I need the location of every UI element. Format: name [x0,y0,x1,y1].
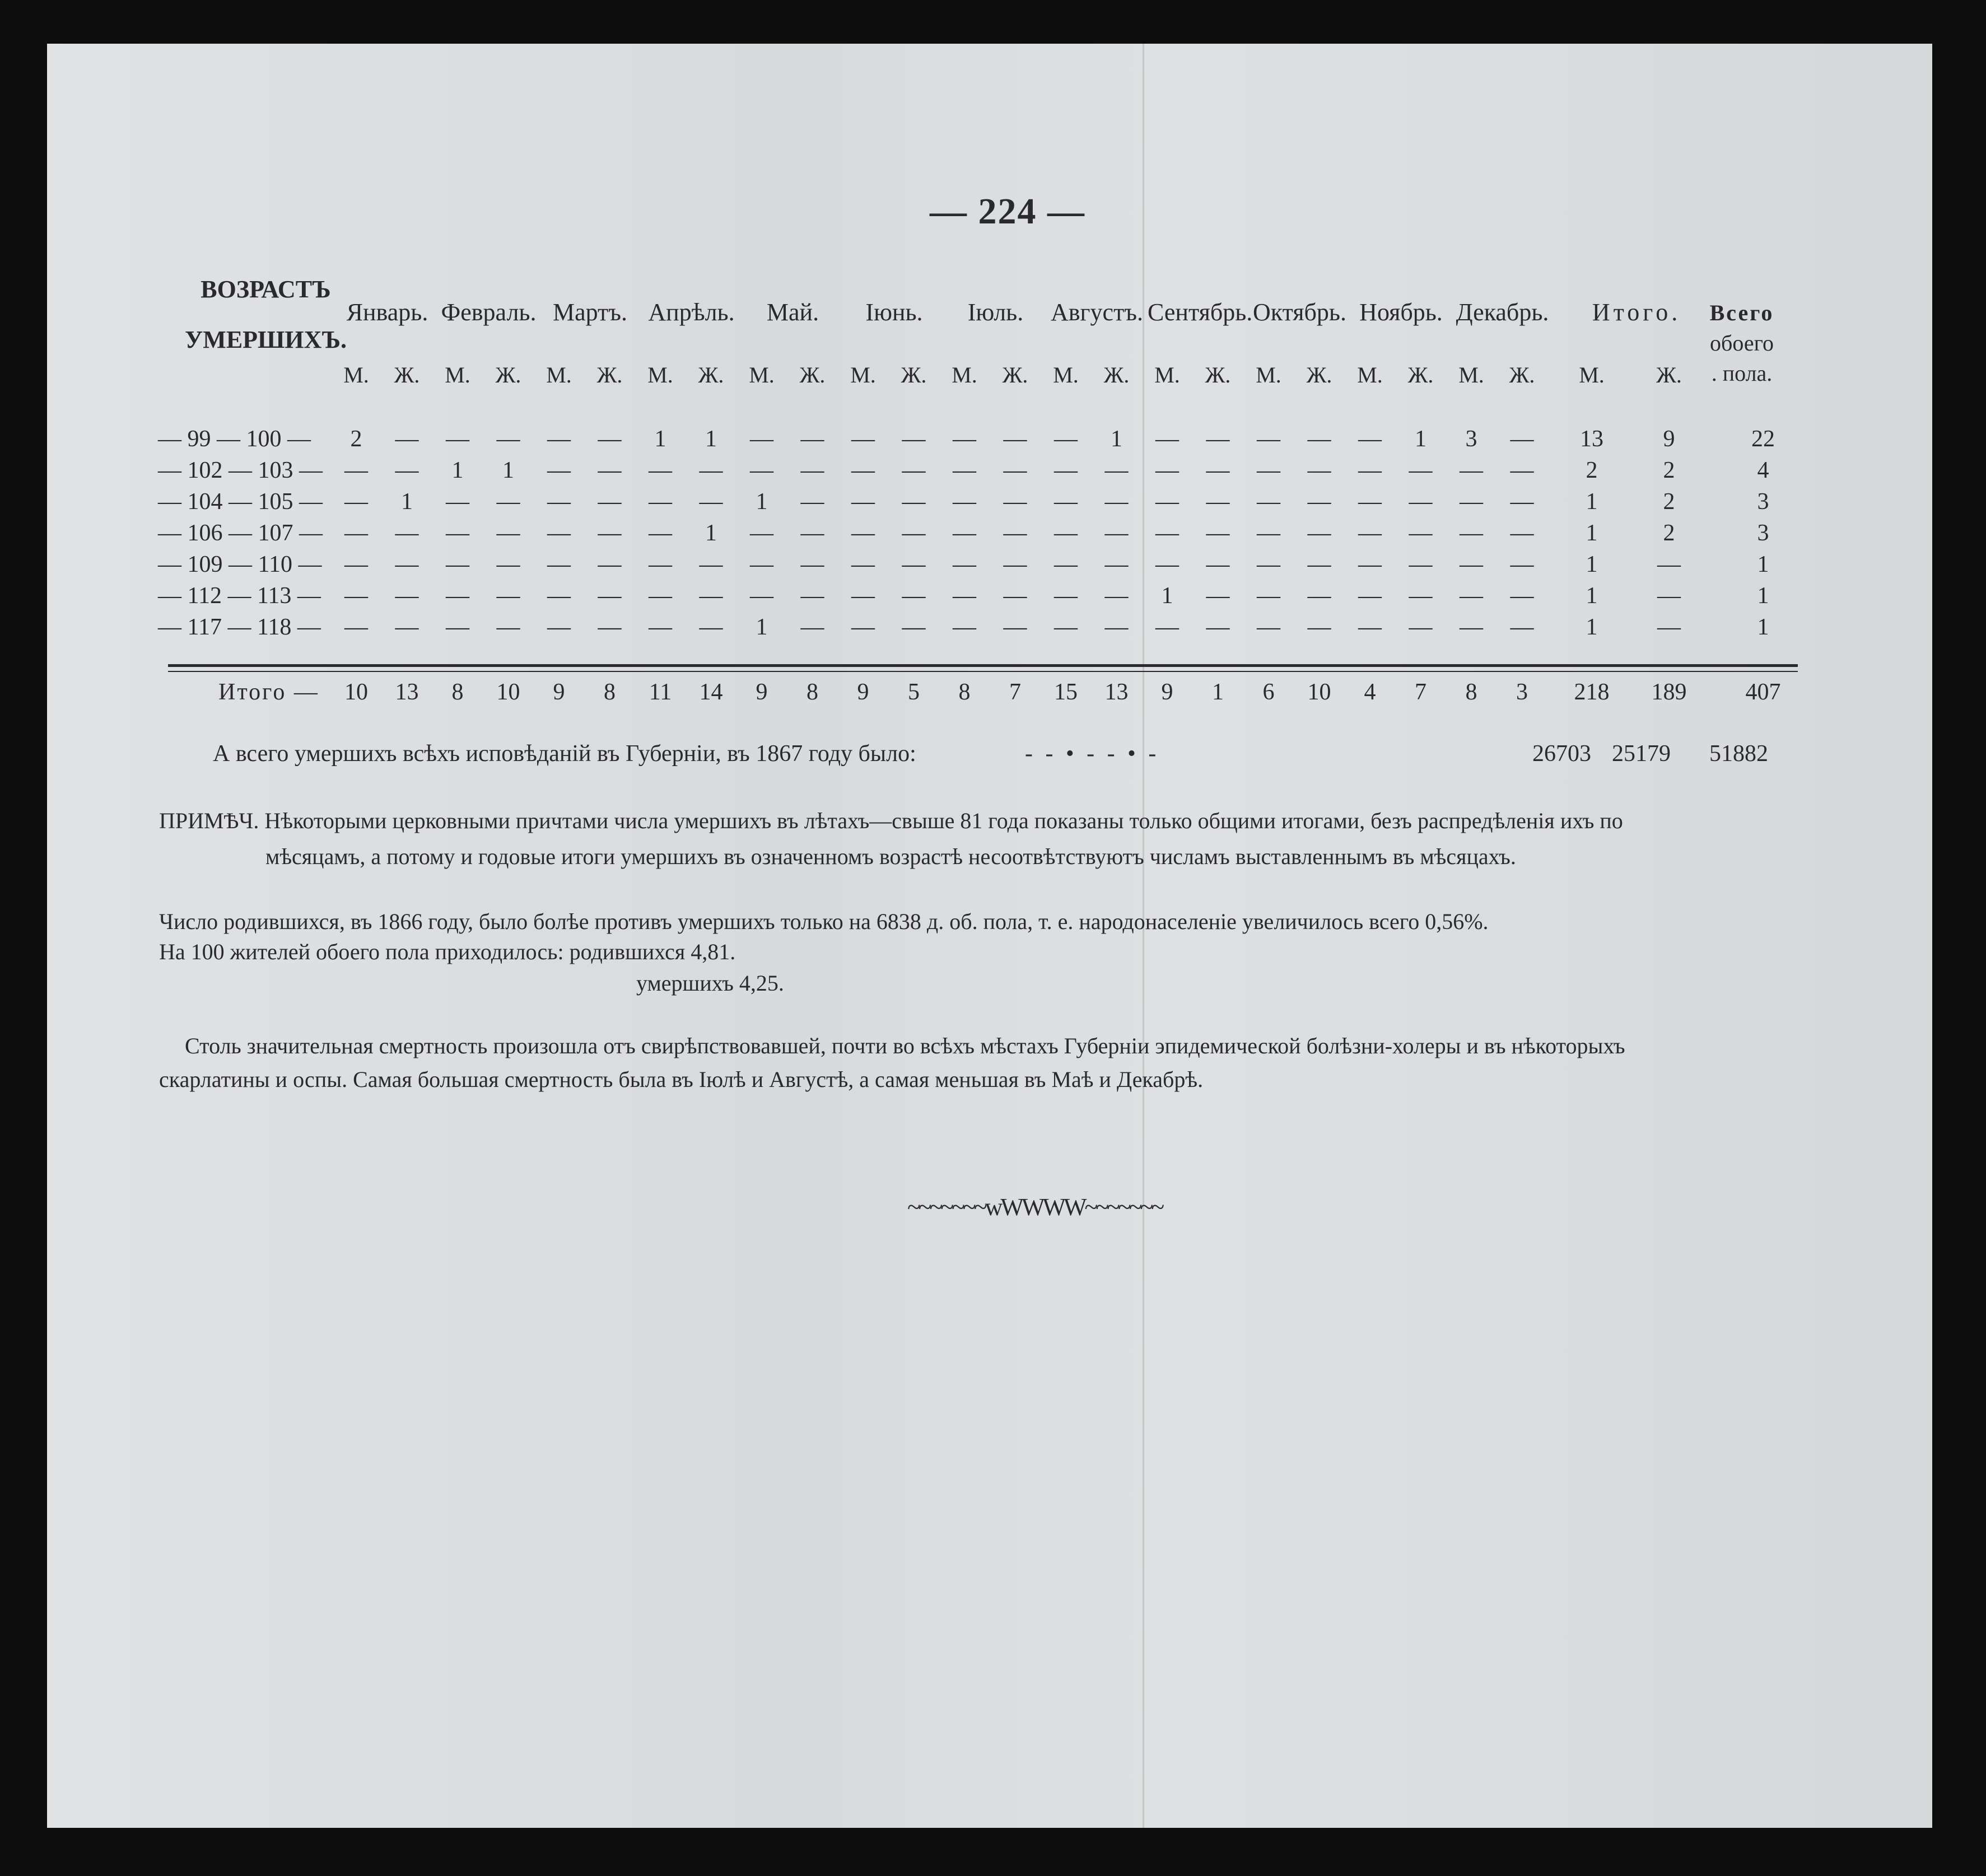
age-header-line2: УМЕРШИХЪ. [185,326,347,353]
age-range-label: — 106 — 107 — [158,520,323,546]
month-header: Апрѣль. [648,298,735,326]
table-cell: — [1257,520,1280,546]
table-cell: — [1358,552,1382,577]
month-header: Февраль. [441,298,537,326]
table-cell: — [750,426,773,452]
table-cell: — [699,458,723,483]
age-column-header [185,259,347,371]
month-header: Мартъ. [552,298,628,326]
table-cell: — [902,583,926,609]
age-range-label: — 109 — 110 — [158,552,322,577]
table-cell: — [851,426,875,452]
month-header: Іюнь. [865,298,923,326]
table-cell: — [598,583,622,609]
table-cell: 1 [1757,583,1769,609]
table-cell: 1 [1757,552,1769,577]
table-cell: — [1206,614,1230,640]
total-cell: 8 [1465,679,1477,705]
table-cell: — [750,520,773,546]
table-cell: — [344,520,368,546]
table-cell: — [1054,426,1078,452]
table-cell: — [1409,614,1433,640]
sex-female-header: Ж. [799,362,826,388]
sex-male-header: М. [647,362,673,388]
table-cell: — [1104,614,1129,640]
table-rule [168,664,1798,667]
table-cell: — [1358,489,1382,515]
table-cell: 13 [1580,426,1603,452]
total-cell: 218 [1574,679,1610,705]
total-cell: 10 [344,679,368,705]
table-cell: — [1003,552,1027,577]
table-cell: — [598,520,622,546]
table-cell: — [1054,489,1078,515]
table-cell: 22 [1751,426,1775,452]
table-cell: — [1358,583,1382,609]
table-cell: — [1206,489,1230,515]
sex-female-header: Ж. [394,362,420,388]
table-cell: — [547,426,571,452]
table-cell: — [496,520,520,546]
table-cell: — [1155,458,1179,483]
table-cell: — [496,583,520,609]
table-cell: — [1257,426,1280,452]
total-cell: 9 [1161,679,1173,705]
table-cell: 1 [1586,583,1598,609]
table-cell: — [851,614,875,640]
table-cell: — [395,426,419,452]
summary-text: А всего умершихъ всѣхъ исповѣданій въ Губерніи, въ 1867 году было: [213,741,916,767]
table-cell: — [598,614,622,640]
table-cell: 1 [502,458,514,483]
table-cell: 3 [1757,489,1769,515]
table-cell: — [1358,614,1382,640]
table-cell: — [1510,614,1534,640]
month-header: Декабрь. [1456,298,1549,326]
total-cell: 9 [857,679,869,705]
table-cell: 1 [451,458,464,483]
table-cell: — [1657,583,1681,609]
table-cell: — [1003,489,1027,515]
table-cell: — [649,614,672,640]
table-cell: — [902,614,926,640]
table-cell: 1 [654,426,666,452]
table-cell: — [496,614,520,640]
table-cell: — [1257,583,1280,609]
table-cell: 1 [705,520,717,546]
table-cell: 2 [1663,458,1675,483]
summary-female: 25179 [1612,741,1671,767]
births-line1: Число родившихся, въ 1866 году, было болѣе противъ умершихъ только на 6838 д. об. пола, т. е. народонаселеніе увеличилось всего 0,56%. [159,909,1489,934]
table-cell: 2 [1663,520,1675,546]
table-cell: — [851,489,875,515]
sex-female-header: Ж. [495,362,521,388]
table-cell: — [395,614,419,640]
age-header-line1: ВОЗРАСТЪ [201,276,331,303]
table-cell: — [953,552,976,577]
table-cell: — [395,458,419,483]
table-cell: — [953,614,976,640]
total-cell: 15 [1054,679,1078,705]
table-cell: — [1409,520,1433,546]
table-cell: — [1155,489,1179,515]
table-cell: — [1054,552,1078,577]
table-cell: — [1307,426,1331,452]
table-cell: 1 [1586,614,1598,640]
sex-male-header: М. [1458,362,1484,388]
totals-label: Итого — [218,679,319,705]
table-cell: — [1003,458,1027,483]
table-cell: 1 [1161,583,1173,609]
total-cell: 9 [553,679,565,705]
table-cell: — [344,552,368,577]
table-cell: — [953,426,976,452]
sex-male-header: М. [1579,362,1605,388]
births-line3: умершихъ 4,25. [636,970,784,996]
sex-female-header: Ж. [901,362,927,388]
table-cell: — [496,426,520,452]
page-number: — 224 — [930,191,1085,232]
table-cell: 1 [1586,552,1598,577]
table-cell: — [1307,458,1331,483]
table-cell: — [344,583,368,609]
table-cell: — [1460,489,1483,515]
table-cell: — [598,489,622,515]
age-range-label: — 112 — 113 — [158,583,321,609]
table-cell: 1 [756,489,768,515]
sex-male-header: М. [1053,362,1079,388]
table-cell: — [800,520,824,546]
table-cell: 2 [1663,489,1675,515]
mortality-line2: скарлатины и оспы. Самая большая смертность была въ Іюлѣ и Августѣ, а самая меньшая въ Маѣ и Декабрѣ. [159,1067,1204,1092]
sex-female-header: Ж. [1656,362,1682,388]
sex-male-header: М. [952,362,977,388]
sex-female-header: Ж. [1103,362,1130,388]
table-cell: — [902,520,926,546]
table-cell: 1 [401,489,413,515]
table-cell: — [800,552,824,577]
grand-label-line3: . пола. [1711,361,1773,386]
table-cell: — [1257,552,1280,577]
grand-label-line2: обоего [1709,330,1774,356]
table-cell: — [1206,552,1230,577]
total-cell: 8 [604,679,616,705]
table-cell: 1 [756,614,768,640]
table-cell: — [750,583,773,609]
table-cell: — [446,552,469,577]
table-cell: — [547,489,571,515]
table-cell: — [1155,614,1179,640]
total-header: Итого. [1592,298,1681,326]
table-cell: — [1257,458,1280,483]
table-cell: — [699,614,723,640]
sex-female-header: Ж. [596,362,623,388]
month-header: Сентябрь. [1148,298,1253,326]
table-cell: 9 [1663,426,1675,452]
table-cell: — [902,489,926,515]
total-cell: 11 [649,679,672,705]
note-line1: ПРИМѢЧ. Нѣкоторыми церковными причтами числа умершихъ въ лѣтахъ—свыше 81 года показаны только общими итогами, безъ распредѣленія ихъ по [159,808,1623,833]
table-cell: — [1460,458,1483,483]
table-cell: — [649,552,672,577]
table-cell: — [1206,426,1230,452]
table-cell: — [1510,552,1534,577]
table-cell: — [800,458,824,483]
total-cell: 3 [1516,679,1528,705]
table-cell: — [1510,489,1534,515]
table-cell: — [1358,426,1382,452]
table-cell: 2 [350,426,362,452]
table-cell: — [800,583,824,609]
month-header: Ноябрь. [1359,298,1443,326]
table-cell: — [750,552,773,577]
table-cell: — [902,552,926,577]
mortality-line1: Столь значительная смертность произошла отъ свирѣпствовавшей, почти во всѣхъ мѣстахъ Губерніи эпидемической болѣзни-холеры и въ нѣкоторыхъ [185,1033,1625,1058]
total-cell: 7 [1415,679,1426,705]
table-cell: — [953,520,976,546]
table-cell: — [446,426,469,452]
total-cell: 4 [1364,679,1376,705]
total-cell: 9 [756,679,768,705]
table-cell: — [902,458,926,483]
total-cell: 10 [1307,679,1331,705]
table-cell: — [1104,520,1129,546]
total-cell: 8 [806,679,818,705]
table-cell: — [1054,520,1078,546]
table-cell: — [547,520,571,546]
table-cell: — [1460,614,1483,640]
month-header: Октябрь. [1253,298,1346,326]
ornament-divider: ~~~~~~~wWWWW~~~~~~~ [907,1193,1163,1221]
sex-female-header: Ж. [1306,362,1332,388]
table-cell: — [851,552,875,577]
total-cell: 8 [958,679,971,705]
total-cell: 1 [1212,679,1224,705]
table-cell: — [547,614,571,640]
table-cell: — [547,458,571,483]
grand-total-header [1686,298,1798,389]
table-cell: — [953,458,976,483]
table-cell: — [1206,583,1230,609]
table-cell: — [1657,552,1681,577]
table-cell: — [1054,583,1078,609]
table-cell: — [1409,552,1433,577]
table-cell: 1 [705,426,717,452]
table-rule-thin [168,671,1798,672]
table-cell: — [547,583,571,609]
table-cell: 1 [1415,426,1426,452]
table-cell: — [1155,520,1179,546]
table-cell: — [1257,489,1280,515]
table-cell: — [344,489,368,515]
table-cell: — [1510,583,1534,609]
month-header: Іюль. [967,298,1024,326]
table-cell: — [1155,426,1179,452]
table-cell: — [1358,458,1382,483]
total-cell: 7 [1009,679,1021,705]
table-cell: — [1104,552,1129,577]
total-cell: 189 [1651,679,1687,705]
table-cell: — [1054,614,1078,640]
total-cell: 13 [1104,679,1129,705]
table-cell: 2 [1586,458,1598,483]
note-line2: мѣсяцамъ, а потому и годовые итоги умершихъ въ означенномъ возрастѣ несоотвѣтствуютъ числамъ выставленнымъ въ мѣсяцахъ. [265,844,1516,869]
month-header: Августъ. [1050,298,1144,326]
table-cell: — [446,520,469,546]
age-range-label: — 102 — 103 — [158,458,323,483]
age-range-label: — 104 — 105 — [158,489,323,515]
table-cell: 1 [1586,520,1598,546]
table-cell: — [1460,552,1483,577]
table-cell: — [1460,583,1483,609]
table-cell: — [1307,520,1331,546]
table-cell: — [1358,520,1382,546]
table-cell: — [395,583,419,609]
month-header: Январь. [346,298,428,326]
sex-male-header: М. [445,362,470,388]
total-cell: 14 [699,679,723,705]
table-cell: 1 [1586,489,1598,515]
table-cell: — [1104,583,1129,609]
table-cell: — [395,520,419,546]
table-cell: — [344,614,368,640]
table-cell: — [1307,552,1331,577]
table-cell: — [649,489,672,515]
table-cell: 3 [1757,520,1769,546]
grand-label-line1: Всего [1709,300,1774,325]
month-header: Май. [766,298,819,326]
table-cell: — [1510,520,1534,546]
table-cell: — [598,458,622,483]
sex-male-header: М. [1154,362,1180,388]
table-cell: — [699,583,723,609]
table-cell: — [395,552,419,577]
table-cell: — [598,552,622,577]
table-cell: — [953,489,976,515]
table-cell: — [598,426,622,452]
table-cell: — [1657,614,1681,640]
summary-male: 26703 [1532,741,1591,767]
sex-male-header: М. [749,362,775,388]
table-cell: — [344,458,368,483]
table-cell: — [649,583,672,609]
table-cell: — [1206,520,1230,546]
table-cell: — [1003,426,1027,452]
table-cell: — [800,489,824,515]
table-cell: — [1510,426,1534,452]
sex-female-header: Ж. [1407,362,1434,388]
table-cell: — [953,583,976,609]
sex-female-header: Ж. [1002,362,1028,388]
total-cell: 10 [496,679,520,705]
table-cell: — [1054,458,1078,483]
table-cell: 3 [1465,426,1477,452]
table-cell: 4 [1757,458,1769,483]
total-cell: 5 [908,679,920,705]
sex-male-header: М. [1357,362,1383,388]
table-cell: — [446,614,469,640]
total-cell: 8 [451,679,464,705]
table-cell: — [1104,489,1129,515]
table-cell: — [1409,489,1433,515]
table-cell: — [496,489,520,515]
sex-female-header: Ж. [698,362,724,388]
sex-male-header: М. [1256,362,1281,388]
sex-female-header: Ж. [1509,362,1535,388]
table-cell: — [1409,583,1433,609]
table-cell: — [496,552,520,577]
table-cell: — [851,520,875,546]
table-cell: — [1003,583,1027,609]
total-cell: 13 [395,679,419,705]
births-line2: На 100 жителей обоего пола приходилось: родившихся 4,81. [159,939,736,964]
table-cell: — [851,458,875,483]
sex-male-header: М. [343,362,369,388]
table-cell: — [750,458,773,483]
table-cell: — [649,520,672,546]
table-cell: — [851,583,875,609]
table-cell: — [800,426,824,452]
sex-male-header: М. [546,362,572,388]
age-range-label: — 117 — 118 — [158,614,321,640]
table-cell: — [1257,614,1280,640]
table-cell: — [1003,614,1027,640]
age-range-label: — 99 — 100 — [158,426,311,452]
table-cell: — [1409,458,1433,483]
table-cell: — [1510,458,1534,483]
table-cell: — [1003,520,1027,546]
table-cell: — [1206,458,1230,483]
table-cell: — [1155,552,1179,577]
table-cell: — [699,489,723,515]
table-cell: — [1307,583,1331,609]
table-cell: — [902,426,926,452]
table-cell: — [446,489,469,515]
summary-total: 51882 [1709,741,1768,767]
table-cell: — [547,552,571,577]
sex-female-header: Ж. [1205,362,1231,388]
table-cell: — [1104,458,1129,483]
table-cell: 1 [1111,426,1122,452]
table-cell: — [699,552,723,577]
summary-dots: - - • - - • - [1025,741,1160,767]
table-cell: — [446,583,469,609]
table-cell: 1 [1757,614,1769,640]
total-cell: 407 [1745,679,1781,705]
total-cell: 6 [1262,679,1275,705]
table-cell: — [1307,614,1331,640]
table-cell: — [649,458,672,483]
sex-male-header: М. [850,362,876,388]
table-cell: — [1307,489,1331,515]
table-cell: — [800,614,824,640]
table-cell: — [1460,520,1483,546]
